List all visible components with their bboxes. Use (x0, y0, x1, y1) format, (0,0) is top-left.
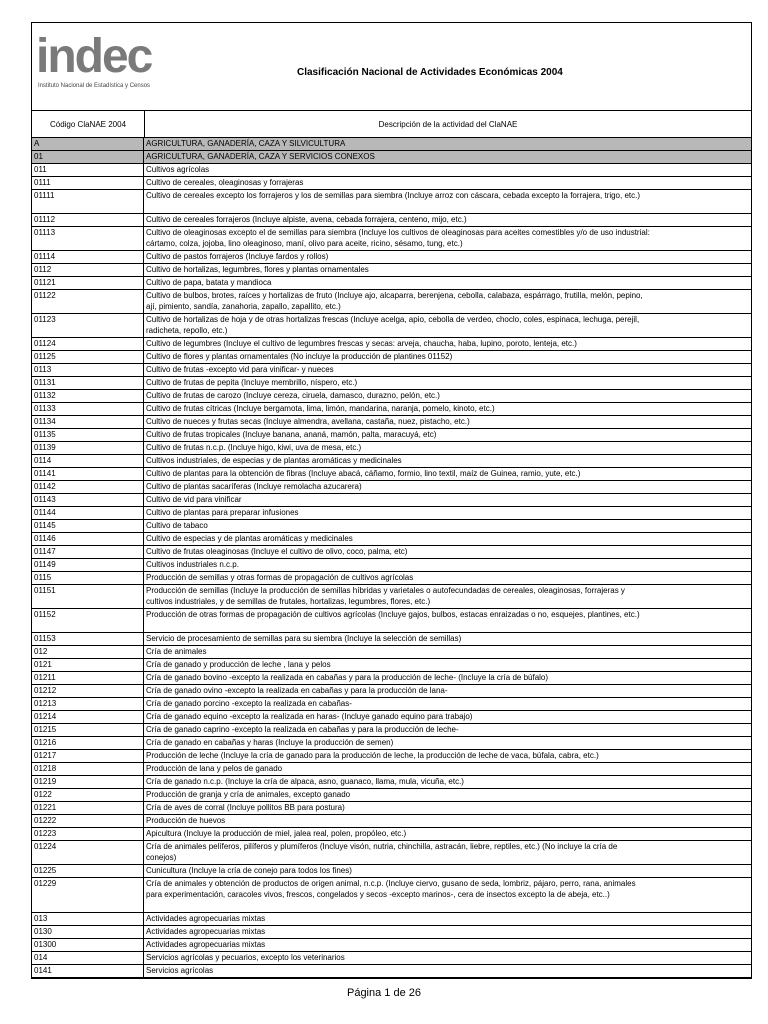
row-description: Cría de ganado n.c.p. (Incluye la cría de alpaca, asno, guanaco, llama, mula, vicuña, etc.) (146, 777, 464, 786)
table-row (32, 878, 751, 913)
row-code: 01222 (32, 815, 144, 827)
table-row (32, 815, 751, 828)
row-code: 01123 (32, 314, 144, 337)
table-row (32, 533, 751, 546)
table-row (32, 685, 751, 698)
row-code: 0121 (32, 659, 144, 671)
row-description: Cultivo de frutas cítricas (Incluye bergamota, lima, limón, mandarina, naranja, pomelo, kinoto, etc.) (146, 404, 495, 413)
table-row (32, 585, 751, 609)
row-code: 01144 (32, 507, 144, 519)
row-description: Cultivo de pastos forrajeros (Incluye fardos y rollos) (146, 252, 329, 261)
row-code: 01121 (32, 277, 144, 289)
row-code: 01229 (32, 878, 144, 912)
row-code: 01216 (32, 737, 144, 749)
table-row (32, 789, 751, 802)
row-code: 0130 (32, 926, 144, 938)
row-code: 0141 (32, 965, 144, 977)
row-description: Producción de lana y pelos de ganado (146, 764, 283, 773)
row-description: Cría de ganado caprino -excepto la realizada en cabañas y para la producción de leche- (146, 725, 459, 734)
table-row (32, 390, 751, 403)
row-code: 01139 (32, 442, 144, 454)
row-description: Cultivo de oleaginosas excepto el de semillas para siembra (Incluye los cultivos de oleaginosas para aceites comestibles y/o de uso industrial: cártamo, colza, jojoba, lino oleaginoso, maní, olivo para aceite, ricino, sésamo, tung, etc.) (146, 228, 650, 248)
row-code: 01225 (32, 865, 144, 877)
row-description: Cría de ganado porcino -excepto la realizada en cabañas- (146, 699, 352, 708)
table-row (32, 277, 751, 290)
row-code: 01151 (32, 585, 144, 608)
table-row (32, 559, 751, 572)
row-code: 01132 (32, 390, 144, 402)
row-description: Cultivo de papa, batata y mandioca (146, 278, 272, 287)
table-row (32, 750, 751, 763)
row-description: AGRICULTURA, GANADERÍA, CAZA Y SERVICIOS CONEXOS (146, 152, 375, 161)
row-code: 01124 (32, 338, 144, 350)
row-code: 0112 (32, 264, 144, 276)
row-code: 01131 (32, 377, 144, 389)
row-description: Cultivo de vid para vinificar (146, 495, 242, 504)
row-description: Servicios agrícolas (146, 966, 214, 975)
row-code: 01224 (32, 841, 144, 864)
table-row (32, 494, 751, 507)
row-description: Cría de animales pelíferos, pilíferos y plumíferos (Incluye visón, nutria, chinchilla, astracán, liebre, reptiles, etc.) (No incluye la cría de conejos) (146, 842, 618, 862)
column-header-code: Código ClaNAE 2004 (32, 111, 145, 137)
row-description: Cultivo de plantas para preparar infusiones (146, 508, 299, 517)
table-row (32, 633, 751, 646)
row-description: Cultivo de plantas sacaríferas (Incluye remolacha azucarera) (146, 482, 362, 491)
row-code: 01147 (32, 546, 144, 558)
row-description: Cultivo de cereales excepto los forrajeros y los de semillas para siembra (Incluye arroz con cáscara, cebada excepto la forrajera, trigo, etc.) (146, 191, 641, 200)
logo-subtitle: Instituto Nacional de Estadística y Censos (38, 83, 151, 89)
table-row (32, 227, 751, 251)
logo-wordmark (36, 31, 151, 83)
row-code: 01219 (32, 776, 144, 788)
table-row (32, 546, 751, 559)
row-description: Cultivo de frutas tropicales (Incluye banana, ananá, mamón, palta, maracuyá, etc) (146, 430, 437, 439)
row-description: Cría de ganado y producción de leche , lana y pelos (146, 660, 331, 669)
row-description: Apicultura (Incluye la producción de miel, jalea real, polen, propóleo, etc.) (146, 829, 407, 838)
row-code: 0111 (32, 177, 144, 189)
table-row (32, 763, 751, 776)
row-description: Cría de animales y obtención de productos de origen animal, n.c.p. (Incluye ciervo, gusano de seda, lombriz, pájaro, perro, rana, animales para experimentación, caracoles vivos, frescos, congelados y secos -excepto marinos-, cera de insectos excepto la de abeja, etc..) (146, 879, 636, 899)
table-row (32, 251, 751, 264)
logo-wordmark-text: indec (36, 30, 152, 83)
row-code: 014 (32, 952, 144, 964)
indec-logo (36, 30, 196, 93)
document-header (32, 23, 751, 111)
row-description: Cultivo de frutas de carozo (Incluye cereza, ciruela, damasco, durazno, pelón, etc.) (146, 391, 440, 400)
row-code: 01300 (32, 939, 144, 951)
row-description: AGRICULTURA, GANADERÍA, CAZA Y SILVICULTURA (146, 139, 346, 148)
row-description: Cultivo de tabaco (146, 521, 208, 530)
row-code: 01149 (32, 559, 144, 571)
table-row (32, 737, 751, 750)
row-code: 01133 (32, 403, 144, 415)
table-row (32, 609, 751, 633)
row-description: Servicio de procesamiento de semillas para su siembra (Incluye la selección de semillas) (146, 634, 462, 643)
row-code: 011 (32, 164, 144, 176)
row-description: Cultivo de hortalizas de hoja y de otras hortalizas frescas (Incluye acelga, apio, cebolla de verdeo, choclo, coles, espinaca, lechuga, perejil, radicheta, repollo, etc.) (146, 315, 640, 335)
table-row (32, 364, 751, 377)
row-code: 013 (32, 913, 144, 925)
table-row (32, 865, 751, 878)
table-row (32, 403, 751, 416)
row-code: 01111 (32, 190, 144, 213)
table-row (32, 952, 751, 965)
row-code: 01152 (32, 609, 144, 632)
row-code: 012 (32, 646, 144, 658)
row-description: Cultivos agrícolas (146, 165, 210, 174)
document-sheet (31, 22, 752, 979)
row-description: Cultivo de legumbres (Incluye el cultivo de legumbres frescas y secas: arveja, chaucha, haba, lupino, poroto, lenteja, etc.) (146, 339, 577, 348)
row-code: 01143 (32, 494, 144, 506)
row-description: Cría de ganado en cabañas y haras (Incluye la producción de semen) (146, 738, 394, 747)
row-code: 01125 (32, 351, 144, 363)
row-description: Producción de leche (Incluye la cría de ganado para la producción de leche, la producción de leche de vaca, búfala, cabra, etc.) (146, 751, 599, 760)
table-row (32, 724, 751, 737)
row-code: 01141 (32, 468, 144, 480)
row-code: 01113 (32, 227, 144, 250)
table-row (32, 442, 751, 455)
table-row (32, 338, 751, 351)
table-row (32, 646, 751, 659)
table-row (32, 828, 751, 841)
row-description: Actividades agropecuarias mixtas (146, 940, 266, 949)
classification-table (32, 138, 751, 978)
row-description: Producción de otras formas de propagación de cultivos agrícolas (Incluye gajos, bulbos, estacas enraizadas o no, esquejes, plantines, etc.) (146, 610, 640, 619)
row-description: Cría de ganado equino -excepto la realizada en haras- (Incluye ganado equino para trabajo) (146, 712, 473, 721)
row-description: Actividades agropecuarias mixtas (146, 914, 266, 923)
row-description: Cultivo de plantas para la obtención de fibras (Incluye abacá, cáñamo, formio, lino textil, maíz de Guinea, ramio, yute, etc.) (146, 469, 581, 478)
row-code: 01215 (32, 724, 144, 736)
document-title: Clasificación Nacional de Actividades Económicas 2004 (297, 67, 563, 78)
table-row (32, 429, 751, 442)
table-row (32, 965, 751, 978)
row-description: Servicios agrícolas y pecuarios, excepto los veterinarios (146, 953, 345, 962)
table-row (32, 314, 751, 338)
row-code: 01114 (32, 251, 144, 263)
row-description: Cultivo de frutas -excepto vid para vinificar- y nueces (146, 365, 334, 374)
row-description: Cultivo de frutas n.c.p. (Incluye higo, kiwi, uva de mesa, etc.) (146, 443, 362, 452)
row-code: 01112 (32, 214, 144, 226)
row-description: Cultivos industriales, de especias y de plantas aromáticas y medicinales (146, 456, 402, 465)
row-code: 01218 (32, 763, 144, 775)
table-row (32, 138, 751, 151)
table-row (32, 711, 751, 724)
row-code: 0113 (32, 364, 144, 376)
table-header (32, 111, 751, 138)
row-code: 01142 (32, 481, 144, 493)
column-header-description: Descripción de la actividad del ClaNAE (378, 119, 518, 129)
table-row (32, 264, 751, 277)
row-code: 0122 (32, 789, 144, 801)
row-description: Producción de huevos (146, 816, 226, 825)
row-description: Cultivo de bulbos, brotes, raíces y hortalizas de fruto (Incluye ajo, alcaparra, berenjena, cebolla, calabaza, espárrago, frutilla, melón, pepino, ají, pimiento, sandía, zanahoria, zapallo, zapallito, etc.) (146, 291, 643, 311)
row-description: Cría de aves de corral (Incluye pollitos BB para postura) (146, 803, 345, 812)
table-row (32, 151, 751, 164)
row-code: A (32, 138, 144, 150)
row-code: 01221 (32, 802, 144, 814)
row-code: 01135 (32, 429, 144, 441)
row-code: 01122 (32, 290, 144, 313)
table-row (32, 841, 751, 865)
row-description: Cultivo de cereales forrajeros (Incluye alpiste, avena, cebada forrajera, centeno, mijo, etc.) (146, 215, 467, 224)
row-code: 01134 (32, 416, 144, 428)
table-row (32, 776, 751, 789)
row-code: 01214 (32, 711, 144, 723)
table-row (32, 939, 751, 952)
table-row (32, 481, 751, 494)
row-description: Producción de granja y cría de animales, excepto ganado (146, 790, 351, 799)
row-description: Cría de ganado ovino -excepto la realizada en cabañas y para la producción de lana- (146, 686, 448, 695)
row-code: 01146 (32, 533, 144, 545)
row-code: 0114 (32, 455, 144, 467)
row-description: Cunicultura (Incluye la cría de conejo para todos los fines) (146, 866, 352, 875)
table-row (32, 913, 751, 926)
row-description: Producción de semillas y otras formas de propagación de cultivos agrícolas (146, 573, 414, 582)
row-description: Actividades agropecuarias mixtas (146, 927, 266, 936)
row-code: 0115 (32, 572, 144, 584)
table-row (32, 190, 751, 214)
table-row (32, 164, 751, 177)
table-row (32, 520, 751, 533)
row-code: 01223 (32, 828, 144, 840)
table-row (32, 416, 751, 429)
row-code: 01153 (32, 633, 144, 645)
table-row (32, 351, 751, 364)
table-row (32, 290, 751, 314)
table-row (32, 926, 751, 939)
table-row (32, 659, 751, 672)
table-row (32, 698, 751, 711)
row-description: Cultivo de hortalizas, legumbres, flores y plantas ornamentales (146, 265, 369, 274)
page-number: Página 1 de 26 (346, 987, 421, 999)
table-row (32, 377, 751, 390)
row-description: Cultivo de flores y plantas ornamentales (No incluye la producción de plantines 01152) (146, 352, 453, 361)
row-description: Cría de animales (146, 647, 207, 656)
table-row (32, 802, 751, 815)
row-code: 01211 (32, 672, 144, 684)
table-row (32, 455, 751, 468)
row-description: Cultivo de cereales, oleaginosas y forrajeras (146, 178, 304, 187)
row-code: 01217 (32, 750, 144, 762)
row-code: 01213 (32, 698, 144, 710)
row-description: Producción de semillas (Incluye la producción de semillas híbridas y varietales o autofecundadas de cereales, oleaginosas, forrajeras y cultivos industriales, y de semillas de frutales, hortalizas, legumbres, flores, etc.) (146, 586, 625, 606)
table-row (32, 672, 751, 685)
table-row (32, 177, 751, 190)
row-description: Cría de ganado bovino -excepto la realizada en cabañas y para la producción de leche- (Incluye la cría de búfalo) (146, 673, 549, 682)
row-description: Cultivo de nueces y frutas secas (Incluye almendra, avellana, castaña, nuez, pistacho, etc.) (146, 417, 470, 426)
row-description: Cultivo de frutas oleaginosas (Incluye el cultivo de olivo, coco, palma, etc) (146, 547, 408, 556)
row-description: Cultivo de frutas de pepita (Incluye membrillo, níspero, etc.) (146, 378, 358, 387)
table-row (32, 507, 751, 520)
row-description: Cultivo de especias y de plantas aromáticas y medicinales (146, 534, 353, 543)
table-row (32, 214, 751, 227)
row-code: 01 (32, 151, 144, 163)
row-description: Cultivos industriales n.c.p. (146, 560, 239, 569)
table-row (32, 572, 751, 585)
row-code: 01212 (32, 685, 144, 697)
table-row (32, 468, 751, 481)
row-code: 01145 (32, 520, 144, 532)
